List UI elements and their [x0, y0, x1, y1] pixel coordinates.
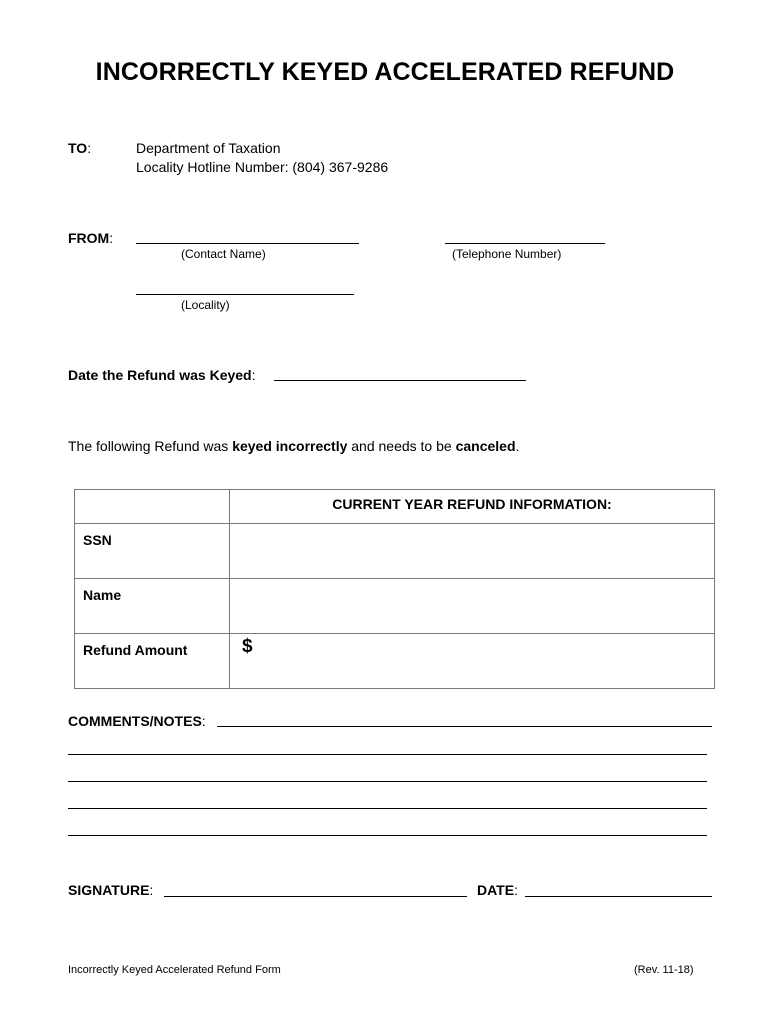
statement-part2: and needs to be [347, 438, 456, 454]
from-label-colon: : [109, 230, 114, 246]
table-row [75, 579, 715, 634]
comments-line-1[interactable] [217, 726, 712, 727]
signature-label-colon: : [149, 882, 154, 898]
from-label [68, 230, 113, 248]
name-field[interactable] [230, 579, 715, 634]
refund-amount-label: Refund Amount [75, 634, 230, 689]
table-header-row [75, 490, 715, 524]
date-label-colon: : [514, 882, 518, 898]
comments-label [68, 713, 206, 731]
footer-revision: (Rev. 11-18) [634, 964, 694, 976]
comments-line-5[interactable] [68, 835, 707, 836]
to-label-colon: : [87, 140, 92, 156]
date-label-text: DATE [477, 882, 515, 898]
footer-form-name: Incorrectly Keyed Accelerated Refund Form [68, 964, 281, 976]
signature-label [68, 882, 153, 900]
refund-amount-field[interactable] [230, 634, 715, 689]
telephone-number-caption: (Telephone Number) [452, 247, 562, 261]
to-label [68, 140, 91, 158]
date-keyed-label [68, 367, 256, 385]
contact-name-caption: (Contact Name) [181, 247, 266, 261]
comments-line-3[interactable] [68, 781, 707, 782]
to-label-text: TO [68, 140, 88, 156]
table-header-blank-cell [75, 490, 230, 524]
statement-canceled: canceled [455, 438, 516, 454]
statement-keyed-incorrectly: keyed incorrectly [232, 438, 348, 454]
statement-part3: . [515, 438, 520, 454]
ssn-label: SSN [75, 524, 230, 579]
to-department: Department of Taxation [136, 140, 281, 156]
comments-line-2[interactable] [68, 754, 707, 755]
contact-name-field[interactable] [136, 243, 359, 244]
signature-label-text: SIGNATURE [68, 882, 150, 898]
statement-part1: The following Refund was [68, 438, 233, 454]
comments-line-4[interactable] [68, 808, 707, 809]
comments-label-text: COMMENTS/NOTES [68, 713, 202, 729]
dollar-sign: $ [242, 636, 253, 657]
cancel-statement [68, 438, 519, 454]
name-label: Name [75, 579, 230, 634]
refund-info-table [74, 489, 715, 689]
table-row [75, 524, 715, 579]
signature-field[interactable] [164, 896, 467, 897]
locality-field[interactable] [136, 294, 354, 295]
ssn-field[interactable] [230, 524, 715, 579]
table-row [75, 634, 715, 689]
date-field[interactable] [525, 896, 712, 897]
comments-label-colon: : [201, 713, 206, 729]
date-keyed-label-text: Date the Refund was Keyed [68, 367, 252, 383]
date-label [477, 882, 518, 900]
to-hotline: Locality Hotline Number: (804) 367-9286 [136, 159, 389, 175]
locality-caption: (Locality) [181, 298, 230, 312]
table-header: CURRENT YEAR REFUND INFORMATION: [230, 490, 715, 524]
date-keyed-field[interactable] [274, 380, 526, 381]
date-keyed-label-colon: : [251, 367, 256, 383]
form-title: INCORRECTLY KEYED ACCELERATED REFUND [95, 58, 675, 86]
from-label-text: FROM [68, 230, 110, 246]
telephone-number-field[interactable] [445, 243, 605, 244]
